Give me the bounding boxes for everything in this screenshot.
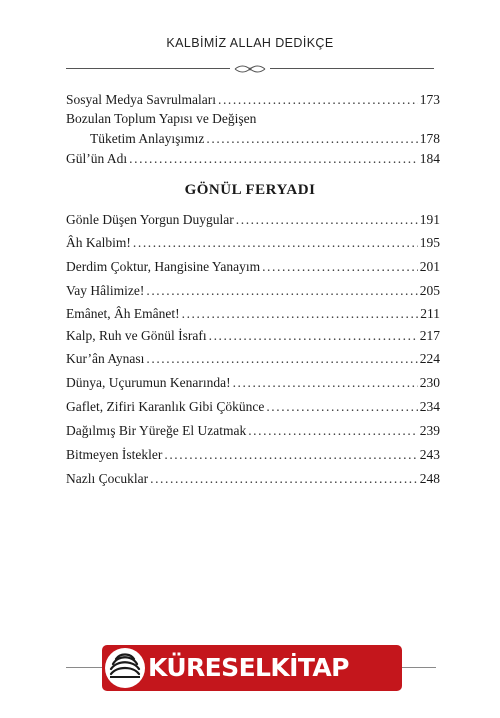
toc-leader-dots	[233, 374, 418, 392]
toc-entry-title: Dağılmış Bir Yüreğe El Uzatmak	[66, 423, 247, 438]
toc-leader-dots	[164, 446, 417, 464]
toc-entry-page: 248	[419, 471, 440, 486]
toc-entry-page: 217	[419, 328, 440, 343]
toc-entry	[66, 350, 440, 368]
header-ornament-rule	[66, 64, 434, 74]
rule-right	[270, 68, 434, 69]
section-heading: GÖNÜL FERYADI	[184, 182, 316, 198]
flourish-icon	[234, 64, 266, 74]
toc-entry-page: 205	[419, 283, 440, 298]
toc-entry-title: Gönle Düşen Yorgun Duygular	[66, 212, 234, 227]
toc-entry-title: Kalp, Ruh ve Gönül İsrafı	[66, 328, 207, 343]
toc-entry	[66, 470, 440, 488]
toc-entry	[66, 374, 440, 392]
toc-entry-title: Derdim Çoktur, Hangisine Yanayım	[66, 259, 261, 274]
toc-entry-page: 234	[419, 399, 440, 414]
toc-entry-page: 243	[419, 447, 440, 462]
toc-entry-page: 191	[419, 212, 440, 227]
brand-rule-right	[402, 667, 436, 668]
toc-entry	[66, 422, 440, 440]
toc-leader-dots	[206, 130, 417, 148]
toc-entry-page: 184	[419, 151, 440, 166]
toc-entry-title: Vay Hâlimize!	[66, 283, 145, 298]
toc-entry-page: 211	[420, 306, 440, 321]
toc-entry	[66, 91, 440, 109]
toc-entry-page: 173	[419, 92, 440, 107]
toc-entry	[66, 211, 440, 229]
toc-leader-dots	[236, 211, 418, 229]
toc-entry-page: 230	[419, 375, 440, 390]
toc-entry-title: Emânet, Âh Emânet!	[66, 306, 180, 321]
toc-leader-dots	[182, 305, 419, 323]
toc-entry-page: 239	[419, 423, 440, 438]
toc-entry-page: 178	[419, 131, 440, 146]
globe-logo-icon	[105, 648, 145, 688]
toc-entry-title: Nazlı Çocuklar	[66, 471, 149, 486]
toc-leader-dots	[146, 282, 417, 300]
toc-entry-title: Gaflet, Zifiri Karanlık Gibi Çökünce	[66, 399, 265, 414]
toc-leader-dots	[218, 91, 418, 109]
brand-rule-left	[66, 667, 102, 668]
toc-leader-dots	[150, 470, 418, 488]
publisher-logo-banner	[102, 645, 402, 691]
toc-leader-dots	[209, 327, 418, 345]
toc-entry-title: Dünya, Uçurumun Kenarında!	[66, 375, 231, 390]
toc-entry	[66, 258, 440, 276]
toc-entry-title: Gül’ün Adı	[66, 151, 128, 166]
toc-leader-dots	[146, 350, 417, 368]
toc-leader-dots	[262, 258, 418, 276]
toc-entry	[66, 446, 440, 464]
toc-entry	[66, 398, 440, 416]
toc-entry	[66, 305, 440, 323]
toc-entry	[90, 130, 440, 148]
toc-entry-title: Bitmeyen İstekler	[66, 447, 163, 462]
toc-entry-page: 201	[419, 259, 440, 274]
toc-entry	[66, 282, 440, 300]
toc-leader-dots	[129, 150, 418, 168]
toc-entry-title-line1: Bozulan Toplum Yapısı ve Değişen	[66, 111, 257, 126]
toc-entry-page: 195	[419, 235, 440, 250]
toc-leader-dots	[133, 234, 418, 252]
toc-entry-title: Kur’ân Aynası	[66, 351, 145, 366]
toc-leader-dots	[248, 422, 418, 440]
toc-entry-title: Âh Kalbim!	[66, 235, 131, 250]
toc-entry	[66, 150, 440, 168]
toc-entry-title: Sosyal Medya Savrulmaları	[66, 92, 216, 107]
toc-entry	[66, 327, 440, 345]
toc-entry-page: 224	[419, 351, 440, 366]
running-header: KALBİMİZ ALLAH DEDİKÇE	[166, 36, 334, 50]
rule-left	[66, 68, 230, 69]
toc-entry	[66, 234, 440, 252]
toc-entry-title: Tüketim Anlayışımız	[90, 131, 205, 146]
publisher-name: KÜRESELKİTAP	[148, 653, 349, 682]
toc-leader-dots	[266, 398, 417, 416]
